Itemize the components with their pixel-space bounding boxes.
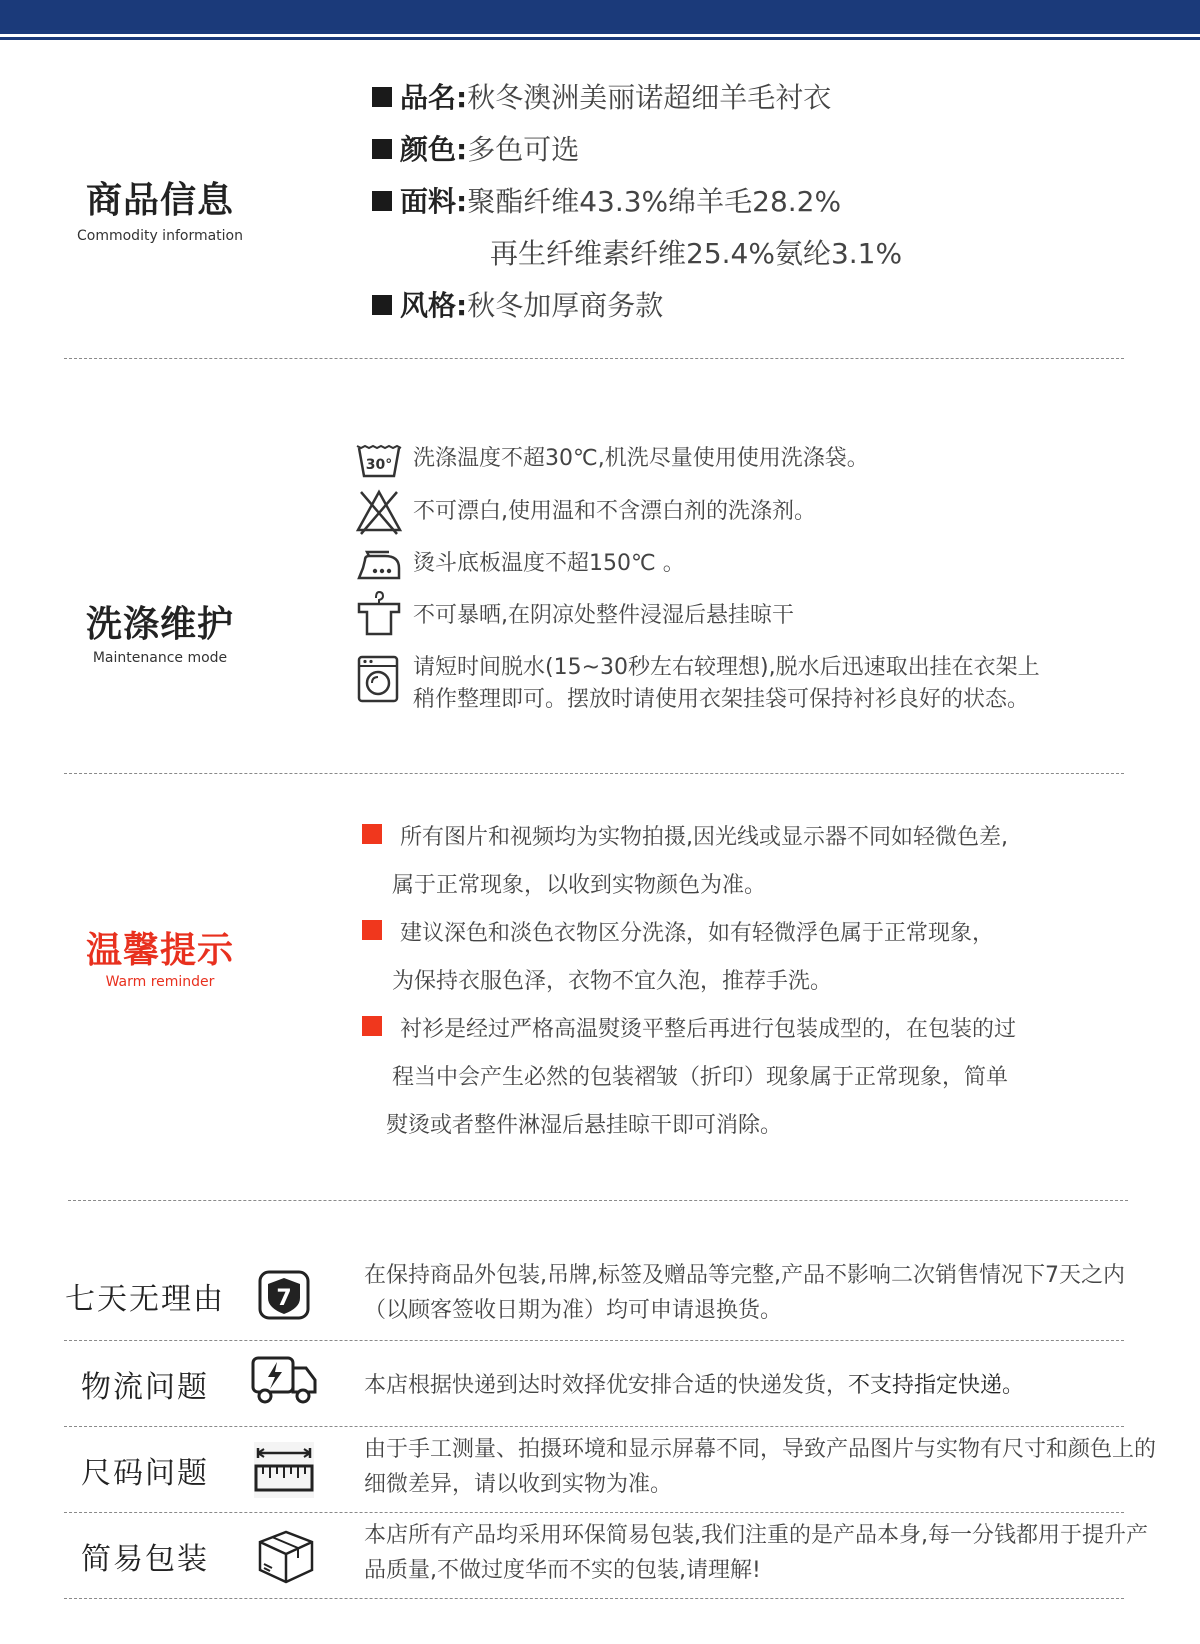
care-text-iron: 烫斗底板温度不超150℃ 。 [413, 551, 685, 576]
reminder-title: 温馨提示 [85, 930, 234, 971]
service-title-packaging: 简易包装 [81, 1542, 209, 1577]
section-divider [68, 1200, 1128, 1201]
service-title-size: 尺码问题 [81, 1456, 209, 1491]
seven-days-badge: 7 [276, 1286, 292, 1311]
no-bleach-icon [355, 488, 403, 536]
service-text-packaging: 本店所有产品均采用环保简易包装,我们注重的是产品本身,每一分钱都用于提升产品质量,不做过度华而不实的包装,请理解! [364, 1523, 1148, 1583]
section-divider [64, 773, 1124, 774]
header-band [0, 0, 1200, 34]
reminder-subtitle: Warm reminder [105, 974, 215, 990]
hang-dry-icon [355, 588, 403, 636]
info-label: 品名: [400, 81, 468, 114]
info-value: 秋冬加厚商务款 [467, 289, 664, 322]
tip-bullet-icon [362, 1016, 382, 1036]
info-row-name [372, 76, 831, 116]
wash-temp-label: 30° [365, 457, 393, 473]
maintenance-subtitle: Maintenance mode [92, 650, 228, 666]
tip-text: 为保持衣服色泽，衣物不宜久泡，推荐手洗。 [392, 969, 833, 994]
info-row-style [372, 284, 663, 324]
tip-bullet-icon [362, 824, 382, 844]
tip-bullet-icon [362, 920, 382, 940]
section-divider [64, 358, 1124, 359]
info-label: 风格: [400, 289, 468, 322]
maintenance-title: 洗涤维护 [85, 604, 234, 645]
package-box-icon [250, 1526, 318, 1586]
info-value: 秋冬澳洲美丽诺超细羊毛衬衣 [467, 81, 832, 114]
tip-text: 程当中会产生必然的包装褶皱（折印）现象属于正常现象，简单 [392, 1065, 1009, 1090]
service-text-returns: 在保持商品外包装,吊牌,标签及赠品等完整,产品不影响二次销售情况下7天之内（以顾客签收日期为准）均可申请退换货。 [364, 1263, 1125, 1323]
commodity-subtitle: Commodity information [77, 228, 243, 244]
info-row-fabric-cont [490, 232, 902, 272]
ruler-icon [250, 1440, 318, 1500]
care-text-spin-1: 请短时间脱水(15~30秒左右较理想),脱水后迅速取出挂在衣架上 [413, 655, 1040, 680]
logistics-text-emphasis: 不支持指定快递。 [848, 1373, 1025, 1398]
tip-text: 衬衫是经过严格高温熨烫平整后再进行包装成型的，在包装的过 [400, 1017, 1017, 1042]
care-text-wash: 洗涤温度不超30℃,机洗尽量使用使用洗涤袋。 [413, 446, 869, 471]
service-divider [64, 1340, 1124, 1341]
washing-machine-icon [355, 655, 403, 703]
service-title-logistics: 物流问题 [81, 1370, 209, 1405]
service-text-logistics [364, 1368, 1164, 1403]
tip-text: 属于正常现象，以收到实物颜色为准。 [392, 873, 767, 898]
care-text-spin-2: 稍作整理即可。摆放时请使用衣架挂袋可保持衬衫良好的状态。 [413, 687, 1030, 712]
tip-text: 建议深色和淡色衣物区分洗涤，如有轻微浮色属于正常现象， [400, 921, 995, 946]
service-divider [64, 1426, 1124, 1427]
tip-text: 所有图片和视频均为实物拍摄,因光线或显示器不同如轻微色差, [400, 825, 1008, 850]
info-label: 颜色: [400, 133, 468, 166]
seven-days-icon [250, 1264, 318, 1324]
bullet-square-icon [372, 139, 392, 159]
iron-icon [355, 540, 403, 588]
care-text-bleach: 不可漂白,使用温和不含漂白剂的洗涤剂。 [413, 499, 816, 524]
service-text-size: 由于手工测量、拍摄环境和显示屏幕不同，导致产品图片与实物有尺寸和颜色上的细微差异，请以收到实物为准。 [364, 1437, 1157, 1497]
service-title-returns: 七天无理由 [65, 1282, 225, 1317]
info-value: 多色可选 [467, 133, 580, 166]
bullet-square-icon [372, 87, 392, 107]
info-value: 聚酯纤维43.3%绵羊毛28.2% [467, 185, 842, 218]
delivery-truck-icon [250, 1350, 318, 1410]
care-text-dry: 不可暴晒,在阴凉处整件浸湿后悬挂晾干 [413, 603, 794, 628]
header-rule [0, 37, 1200, 40]
bullet-square-icon [372, 191, 392, 211]
commodity-title: 商品信息 [85, 180, 234, 221]
service-divider [64, 1512, 1124, 1513]
info-value: 再生纤维素纤维25.4%氨纶3.1% [490, 237, 903, 270]
logistics-text: 本店根据快递到达时效择优安排合适的快递发货， [364, 1373, 849, 1398]
info-row-fabric [372, 180, 841, 220]
info-label: 面料: [400, 185, 468, 218]
info-row-color [372, 128, 579, 168]
wash-30-icon [355, 436, 403, 484]
tip-text: 熨烫或者整件淋湿后悬挂晾干即可消除。 [386, 1113, 783, 1138]
service-divider [64, 1598, 1124, 1599]
bullet-square-icon [372, 295, 392, 315]
